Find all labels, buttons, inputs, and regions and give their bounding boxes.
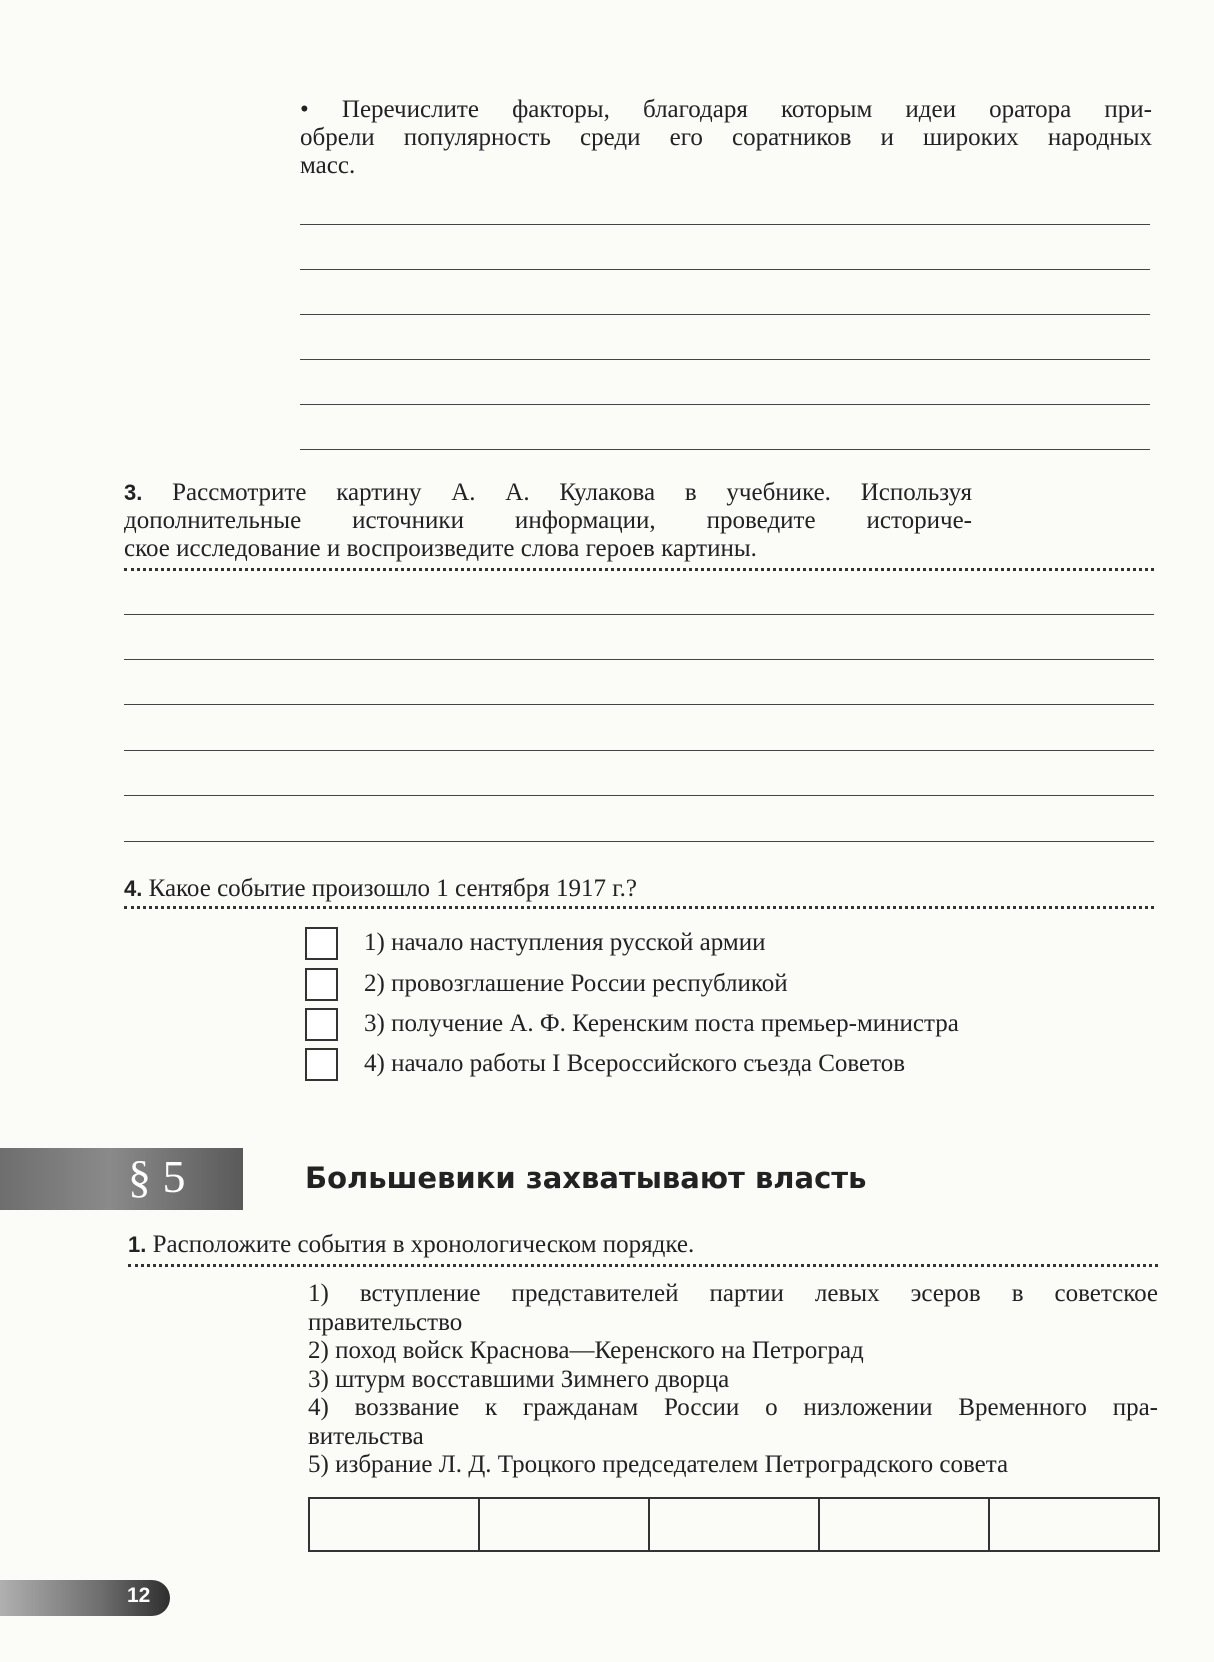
intro-question (300, 96, 1152, 180)
answer-line[interactable] (124, 795, 1154, 796)
answer-line[interactable] (300, 269, 1150, 270)
answer-line[interactable] (124, 704, 1154, 705)
page-number: 12 (127, 1584, 151, 1607)
answer-cell[interactable] (819, 1498, 989, 1551)
event-item-1: 1) вступление представителей партии левых эсеров в советское (308, 1280, 1158, 1307)
section-number: § 5 (128, 1151, 186, 1202)
event-item-5: 5) избрание Л. Д. Троцкого председателем Петроградского совета (308, 1451, 1009, 1478)
option-row-1 (305, 925, 765, 961)
answer-line[interactable] (300, 449, 1150, 450)
answer-line[interactable] (300, 314, 1150, 315)
s5-task-1-dotted-rule (128, 1264, 1158, 1267)
s5-task-1-number: 1. (128, 1232, 147, 1257)
answer-line[interactable] (124, 750, 1154, 751)
option-label: 4) начало работы I Всероссийского съезда Советов (364, 1050, 906, 1077)
task-3 (124, 479, 972, 563)
task-3-line-2: дополнительные источники информации, проведите историче- (124, 507, 972, 534)
option-label: 2) провозглашение России республикой (364, 970, 788, 997)
answer-line[interactable] (124, 841, 1154, 842)
answer-line[interactable] (124, 659, 1154, 660)
answer-line[interactable] (300, 359, 1150, 360)
event-item-4-cont: вительства (308, 1422, 424, 1450)
task-4-number: 4. (124, 876, 143, 901)
task-4-dotted-rule (124, 906, 1154, 909)
task-4-question: 4. Какое событие произошло 1 сентября 1917 г.? (124, 875, 638, 902)
checkbox[interactable] (305, 968, 338, 1001)
intro-line-2: обрели популярность среди его соратников и широких народных (300, 124, 1152, 151)
answer-cell[interactable] (649, 1498, 819, 1551)
event-item-2: 2) поход войск Краснова—Керенского на Петроград (308, 1337, 864, 1364)
answer-line[interactable] (124, 614, 1154, 615)
checkbox[interactable] (305, 1048, 338, 1081)
answer-cell[interactable] (309, 1498, 479, 1551)
answer-cell[interactable] (479, 1498, 649, 1551)
event-list (308, 1280, 1158, 1480)
answer-line[interactable] (300, 224, 1150, 225)
option-label: 3) получение А. Ф. Керенским поста премьер-министра (364, 1010, 959, 1037)
task-3-line-3: ское исследование и воспроизведите слова героев картины. (124, 535, 757, 562)
task-3-dotted-rule (124, 568, 1154, 571)
event-item-1-cont: правительство (308, 1308, 463, 1336)
event-item-4: 4) воззвание к гражданам России о низложении Временного пра- (308, 1394, 1158, 1421)
answer-line[interactable] (300, 404, 1150, 405)
s5-task-1-question: 1. Расположите события в хронологическом порядке. (128, 1231, 695, 1258)
checkbox[interactable] (305, 927, 338, 960)
option-label: 1) начало наступления русской армии (364, 929, 766, 956)
answer-table (308, 1497, 1160, 1552)
option-row-4 (305, 1046, 905, 1082)
option-row-3 (305, 1006, 959, 1042)
task-3-number: 3. (124, 480, 143, 505)
section-bar (0, 1148, 243, 1210)
section-title: Большевики захватывают власть (305, 1161, 867, 1195)
checkbox[interactable] (305, 1008, 338, 1041)
intro-line-1: • Перечислите факторы, благодаря которым идеи оратора при- (300, 96, 1152, 123)
option-row-2 (305, 966, 788, 1002)
event-item-3: 3) штурм восставшими Зимнего дворца (308, 1365, 730, 1393)
intro-line-3: масс. (300, 152, 356, 179)
answer-cell[interactable] (989, 1498, 1159, 1551)
task-3-line-1: 3. Рассмотрите картину А. А. Кулакова в учебнике. Используя (124, 479, 973, 506)
